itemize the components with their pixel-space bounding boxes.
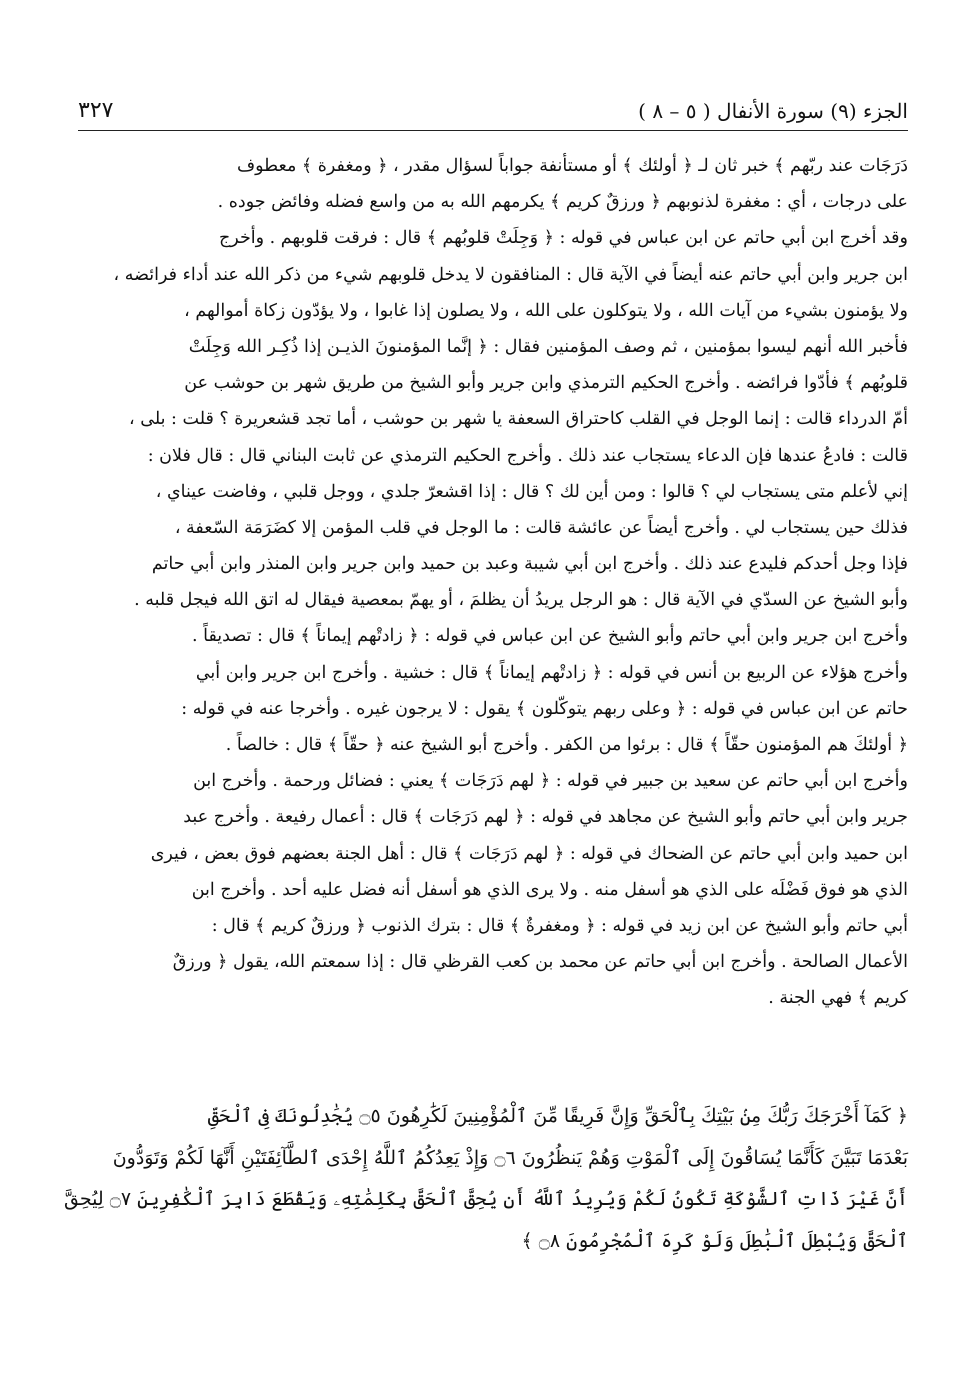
page-number: ٣٢٧ bbox=[78, 98, 114, 123]
commentary-line: إني لأعلم متى يستجاب لي ؟ قالوا : ومن أين لك ؟ قال : إذا اقشعرّ جلدي ، ووجل قلبي ، وفاضت عيناي ، bbox=[155, 481, 908, 502]
commentary-line: قالت : فادعُ عندها فإن الدعاء يستجاب عند ذلك . وأخرج الحكيم الترمذي عن ثابت البناني قال : قال فلان : bbox=[147, 445, 908, 466]
commentary-line: أبي حاتم وأبو الشيخ عن ابن زيد في قوله : ﴿ ومغفرةٌ ﴾ قال : بترك الذنوب ﴿ ورزقٌ كريم ﴾ قال : bbox=[211, 915, 908, 936]
commentary-line: ولا يؤمنون بشيء من آيات الله ، ولا يتوكلون على الله ، ولا يصلون إذا غابوا ، ولا يؤدّون زكاة أموالهم ، bbox=[184, 300, 908, 321]
commentary-line: الأعمال الصالحة . وأخرج ابن أبي حاتم عن محمد بن كعب القرظي قال : إذا سمعتم الله، يقول ﴿ ورزقٌ bbox=[172, 952, 908, 973]
commentary-text bbox=[78, 148, 908, 1017]
commentary-line: فإذا وجل أحدكم فليدع عند ذلك . وأخرج ابن أبي شيبة وعبد بن حميد وابن جرير وابن المنذر وابن أبي حاتم bbox=[151, 554, 908, 575]
commentary-line: على درجات ، أي : مغفرة لذنوبهم ﴿ ورزقٌ كريم ﴾ يكرمهم الله به من واسع فضله وفائض جوده . bbox=[217, 192, 908, 213]
commentary-line: فذلك حين يستجاب لي . وأخرج أيضاً عن عائشة قالت : ما الوجل في قلب المؤمن إلا كضَرَمَة السّعفة ، bbox=[174, 517, 908, 538]
commentary-line: وأخرج هؤلاء عن الربيع بن أنس في قوله : ﴿ زادتْهم إيماناً ﴾ قال : خشية . وأخرج ابن جرير وابن أبي bbox=[195, 662, 908, 683]
quran-verse-block bbox=[64, 1096, 908, 1262]
commentary-line: الذي هو فوق فَضْلَه على الذي هو أسفل منه . ولا يرى الذي هو أسفل أنه فضل عليه أحد . وأخرج ابن bbox=[191, 879, 908, 900]
commentary-line: جرير وابن أبي حاتم وأبو الشيخ عن مجاهد في قوله : ﴿ لهم دَرَجَات ﴾ قال : أعمال رفيعة . وأخرج عبد bbox=[183, 807, 908, 828]
commentary-line: وأخرج ابن جرير وابن أبي حاتم وأبو الشيخ عن ابن عباس في قوله : ﴿ زادتْهم إيماناً ﴾ قال : تصديقاً . bbox=[192, 626, 908, 647]
verse-line: ﴿ كَمَآ أَخْرَجَكَ رَبُّكَ مِنۢ بَيْتِكَ بِٱلْحَقِّ وَإِنَّ فَرِيقًا مِّنَ ٱلْمُؤْمِنِينَ لَكَٰرِهُونَ ۝٥ يُجَٰدِلُونَكَ فِى ٱلْحَقِّ bbox=[207, 1105, 908, 1127]
commentary-line: وأخرج ابن أبي حاتم عن سعيد بن جبير في قوله : ﴿ لهم دَرَجَات ﴾ يعني : فضائل ورحمة . وأخرج ابن bbox=[193, 771, 908, 792]
commentary-line: ﴿ أولئكَ هم المؤمنون حقّاً ﴾ قال : برئوا من الكفر . وأخرج أبو الشيخ عنه ﴿ حقّاً ﴾ قال : خالصاً . bbox=[225, 735, 908, 755]
commentary-line: وقد أخرج ابن أبي حاتم عن ابن عباس في قوله : ﴿ وَجِلَتْ قلوبُهم ﴾ قال : فرقت قلوبهم . وأخرج bbox=[219, 228, 908, 249]
commentary-line: ابن حميد وابن أبي حاتم عن الضحاك في قوله : ﴿ لهم دَرَجَات ﴾ قال : أهل الجنة بعضهم فوق بعض ، فيرى bbox=[150, 843, 908, 864]
commentary-line: دَرَجَات عند ربّهم ﴾ خبر ثان لـ ﴿ أولئك ﴾ أو مستأنفة جواباً لسؤال مقدر ، ﴿ ومغفرة ﴾ معطوف bbox=[236, 156, 908, 176]
commentary-line: حاتم عن ابن عباس في قوله : ﴿ وعلى ربهم يتوكّلون ﴾ يقول : لا يرجون غيره . وأخرجا عنه في قوله : bbox=[181, 698, 908, 719]
verse-line: بَعْدَمَا تَبَيَّنَ كَأَنَّمَا يُسَاقُونَ إِلَى ٱلْمَوْتِ وَهُمْ يَنظُرُونَ ۝٦ وَإِذْ يَعِدُكُمُ ٱللَّهُ إِحْدَى ٱلطَّآئِفَتَيْنِ أَنَّهَا لَكُمْ وَتَوَدُّونَ bbox=[112, 1146, 908, 1169]
commentary-line: ابن جرير وابن أبي حاتم عنه أيضاً في الآية قال : المنافقون لا يدخل قلوبهم شيء من ذكر الله عند أداء فرائضه ، bbox=[113, 264, 908, 285]
commentary-line: قلوبُهم ﴾ فأدّوا فرائضه . وأخرج الحكيم الترمذي وابن جرير وأبو الشيخ من طريق شهر بن حوشب عن bbox=[184, 373, 908, 394]
header-title: الجزء (٩) سورة الأنفال ( ٥ – ٨ ) bbox=[638, 99, 908, 123]
running-header bbox=[78, 96, 908, 131]
commentary-line: أمّ الدرداء قالت : إنما الوجل في القلب كاحتراق السعفة يا شهر بن حوشب ، أما تجد قشعريرة ؟ قلت : بلى ، bbox=[129, 409, 908, 430]
commentary-line: كريم ﴾ فهي الجنة . bbox=[768, 988, 908, 1009]
commentary-line: وأبو الشيخ عن السدّي في الآية قال : هو الرجل يريدُ أن يظلمَ ، أو يهمّ بمعصية فيقال له اتق الله فيجل قلبه . bbox=[134, 590, 908, 611]
commentary-line: فأخبر الله أنهم ليسوا بمؤمنين ، ثم وصف المؤمنين فقال : ﴿ إنَّما المؤمنونَ الذيـن إذا ذُكِـر الله وَجِلَتْ bbox=[188, 336, 908, 357]
verse-line: أَنَّ غَيْرَ ذَاتِ ٱلشَّوْكَةِ تَكُونُ لَكُمْ وَيُرِيدُ ٱللَّهُ أَن يُحِقَّ ٱلْحَقَّ بِكَلِمَٰتِهِۦ وَيَقْطَعَ دَابِرَ ٱلْكَٰفِرِينَ ۝٧ لِيُحِقَّ bbox=[64, 1188, 908, 1210]
verse-line: ٱلْحَقَّ وَيُبْطِلَ ٱلْبَٰطِلَ وَلَوْ كَرِهَ ٱلْمُجْرِمُونَ ۝٨ ﴾ bbox=[521, 1229, 908, 1252]
